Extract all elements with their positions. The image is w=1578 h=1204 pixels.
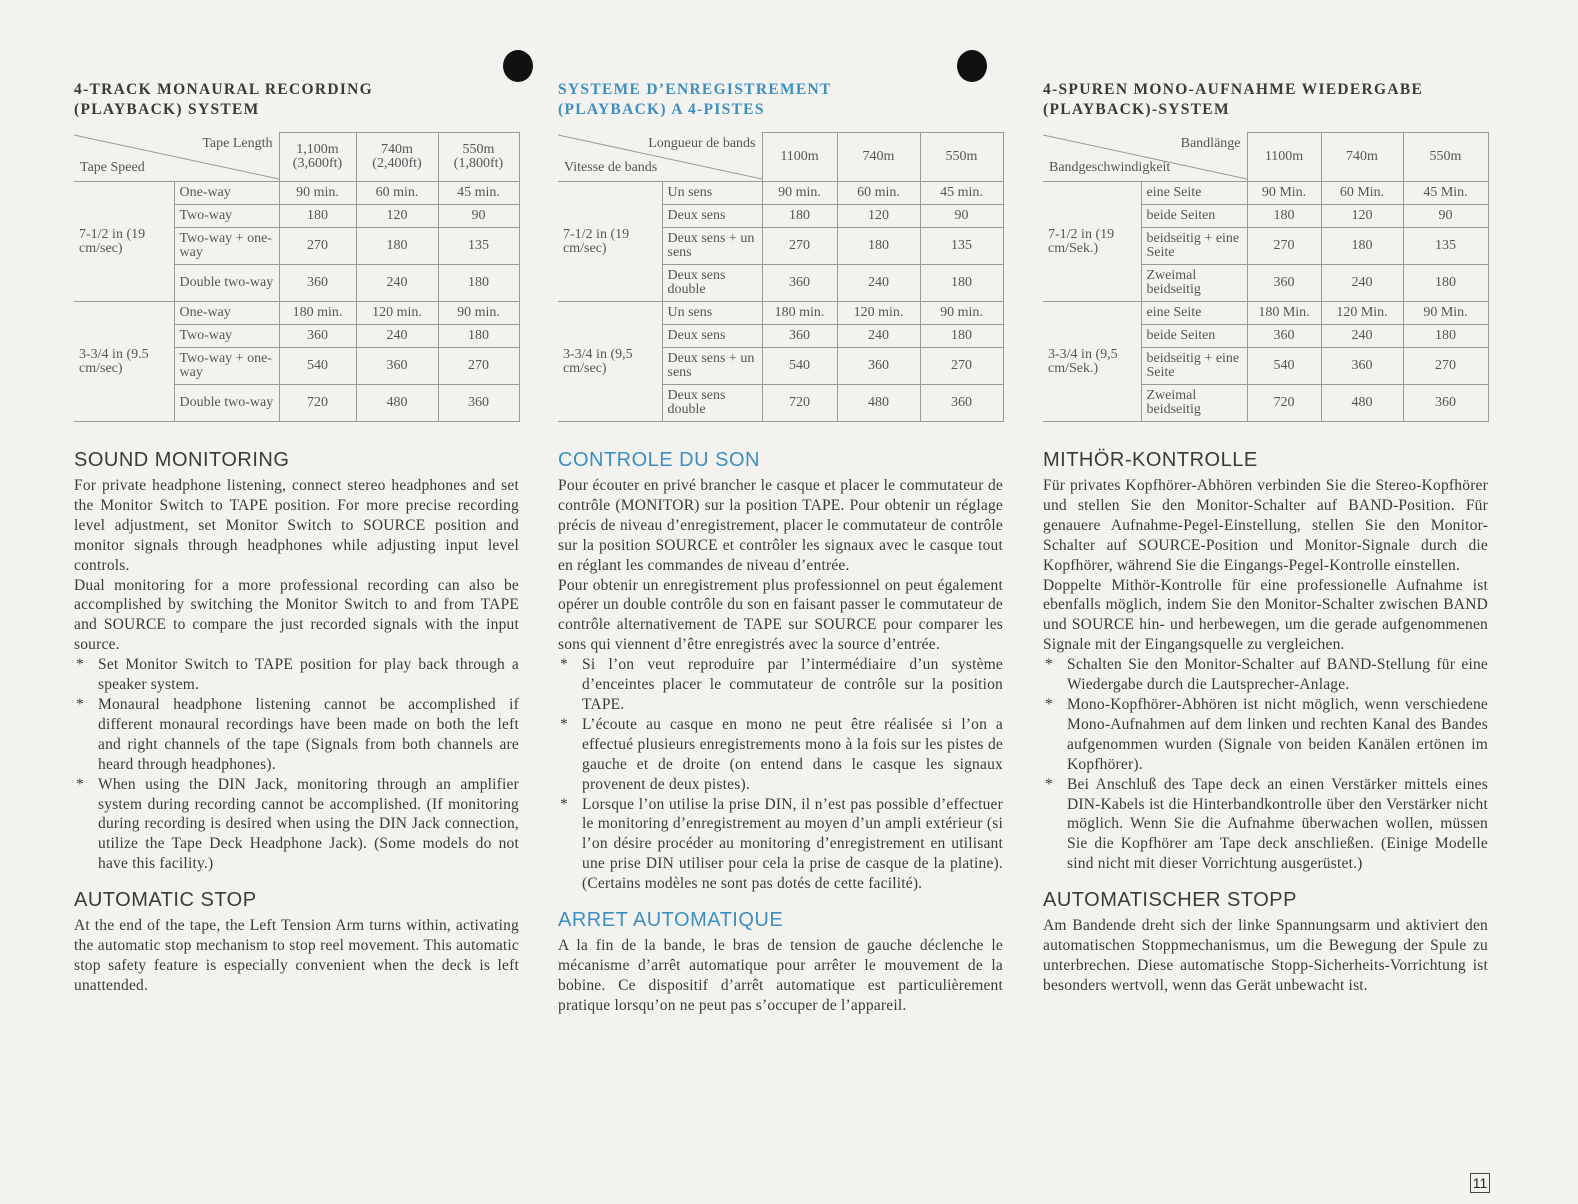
note-text: Si l’on veut reproduire par l’intermédiaire d’un système d’enceintes placer le commutateur de contrôle sur la position TAPE. (582, 656, 1003, 713)
time-cell: 135 (438, 228, 519, 265)
time-cell: 240 (837, 325, 920, 348)
time-cell: 90 (438, 205, 519, 228)
time-cell: 360 (1247, 265, 1321, 302)
speed-label: 3-3/4 in (9,5 cm/sec) (558, 302, 662, 422)
notes-list (1043, 655, 1488, 874)
mode-cell: Un sens (662, 182, 762, 205)
table-title (1043, 80, 1488, 120)
note-item (558, 655, 1003, 715)
time-cell: 180 (920, 265, 1003, 302)
note-item (74, 775, 519, 875)
time-cell: 180 (279, 205, 356, 228)
length-header: 740m (1321, 133, 1403, 182)
note-text: Bei Anschluß des Tape deck an einen Verstärker mittels eines DIN-Kabels ist die Hinterbandkontrolle über den Verstärker nicht möglich. Wenn Sie die Aufnahme überwachen wollen, müssen Sie die Kopfhörer am Tape deck anschließen. (Einige Modelle sind nicht mit dieser Vorrichtung ausgerüstet.) (1067, 775, 1488, 873)
speed-label: 3-3/4 in (9.5 cm/sec) (74, 302, 174, 422)
time-cell: 90 (1403, 205, 1488, 228)
mode-cell: Two-way (174, 325, 279, 348)
time-cell: 180 (920, 325, 1003, 348)
tape-speed-label: Tape Speed (80, 160, 145, 175)
mode-cell: beidseitig + eine Seite (1141, 348, 1247, 385)
time-cell: 45 min. (920, 182, 1003, 205)
length-header: 1100m (762, 133, 837, 182)
time-cell: 240 (1321, 325, 1403, 348)
binder-hole-left (503, 50, 533, 82)
notes-list (558, 655, 1003, 894)
body-paragraph: Pour obtenir un enregistrement plus professionnel on peut également opérer un double contrôle du son en faisant passer le commutateur de contrôle alternativement de TAPE sur SOURCE pour comparer les sons qui viennent d’être enregistrés avec la source d’entrée. (558, 576, 1003, 654)
time-cell: 90 min. (920, 302, 1003, 325)
table-title-line1: SYSTEME D’ENREGISTREMENT (558, 81, 832, 98)
time-cell: 60 min. (837, 182, 920, 205)
speed-label: 7-1/2 in (19 cm/sec) (74, 182, 174, 302)
note-text: When using the DIN Jack, monitoring through an amplifier system during recording cannot be accomplished. (If monitoring during recording is desired when using the DIN Jack connection, utilize the Tape Deck Headphone Jack). (Some models do not have this facility.) (98, 775, 519, 873)
body-paragraph: Doppelte Mithör-Kontrolle für eine professionelle Aufnahme ist ebenfalls möglich, indem Sie den Monitor-Schalter zwischen BAND und SOURCE hin- und herbewegen, um die gerade aufgenommenen Signale mit der Eingangsquelle zu vergleichen. (1043, 576, 1488, 654)
notes-list (74, 655, 519, 874)
time-cell: 720 (279, 385, 356, 422)
asterisk-icon: * (560, 656, 568, 674)
table-corner-header (558, 133, 762, 182)
body-paragraph: Pour écouter en privé brancher le casque et placer le commutateur de contrôle (MONITOR) sur la position TAPE. Pour obtenir un réglage précis de niveau d’enregistrement, placer le commutateur de contrôle sur la position SOURCE et contrôler les signaux avec le casque tout en réglant les commandes de niveau d’entrée. (558, 477, 1003, 574)
body-paragraph: For private headphone listening, connect stereo headphones and set the Monitor Switch to TAPE position. For more precise recording level adjustment, set Monitor Switch to SOURCE position and monitor signals through headphones while adjusting input level controls. (74, 477, 519, 574)
time-cell: 540 (762, 348, 837, 385)
length-header: 550m (1403, 133, 1488, 182)
speed-label: 7-1/2 in (19 cm/sec) (558, 182, 662, 302)
time-cell: 90 min. (762, 182, 837, 205)
time-cell: 120 min. (837, 302, 920, 325)
mode-cell: Deux sens + un sens (662, 228, 762, 265)
speed-label: 3-3/4 in (9,5 cm/Sek.) (1043, 302, 1141, 422)
time-cell: 120 (837, 205, 920, 228)
time-cell: 135 (920, 228, 1003, 265)
table-corner-header (74, 133, 279, 182)
time-cell: 360 (762, 325, 837, 348)
time-cell: 180 (1321, 228, 1403, 265)
tape-speed-label: Bandgeschwindigkeit (1049, 160, 1171, 175)
time-cell: 360 (1403, 385, 1488, 422)
note-item (558, 715, 1003, 795)
time-cell: 120 (356, 205, 438, 228)
note-item (1043, 695, 1488, 775)
body-paragraph: Für privates Kopfhörer-Abhören verbinden Sie die Stereo-Kopfhörer und stellen Sie den Monitor-Schalter auf BAND-Position. Für genauere Aufnahme-Pegel-Einstellung, stellen Sie den Monitor-Schalter auf SOURCE-Position und Monitor-Signale durch die Kopfhörer, während Sie die Eingangs-Pegel-Kontrolle einstellen. (1043, 477, 1488, 574)
table-title (558, 80, 1003, 120)
section-heading: ARRET AUTOMATIQUE (558, 909, 784, 932)
time-cell: 180 Min. (1247, 302, 1321, 325)
section-heading: SOUND MONITORING (74, 449, 290, 471)
table-corner-header (1043, 133, 1247, 182)
mode-cell: Deux sens double (662, 385, 762, 422)
time-cell: 240 (356, 325, 438, 348)
mode-cell: Deux sens (662, 325, 762, 348)
time-cell: 480 (1321, 385, 1403, 422)
time-cell: 240 (356, 265, 438, 302)
time-cell: 360 (356, 348, 438, 385)
speed-label: 7-1/2 in (19 cm/Sek.) (1043, 182, 1141, 302)
note-item (74, 695, 519, 775)
time-cell: 270 (920, 348, 1003, 385)
table-title-line1: 4-TRACK MONAURAL RECORDING (74, 81, 374, 98)
time-cell: 60 min. (356, 182, 438, 205)
time-cell: 360 (1247, 325, 1321, 348)
time-cell: 90 Min. (1403, 302, 1488, 325)
time-cell: 360 (438, 385, 519, 422)
time-cell: 480 (356, 385, 438, 422)
recording-time-table (1043, 132, 1489, 422)
page-number: 11 (1470, 1173, 1490, 1193)
time-cell: 270 (1247, 228, 1321, 265)
length-header: 740m (2,400ft) (356, 133, 438, 182)
mode-cell: beide Seiten (1141, 325, 1247, 348)
time-cell: 180 (1403, 325, 1488, 348)
mode-cell: Two-way + one-way (174, 228, 279, 265)
note-item (1043, 775, 1488, 875)
time-cell: 45 Min. (1403, 182, 1488, 205)
time-cell: 360 (762, 265, 837, 302)
mode-cell: beidseitig + eine Seite (1141, 228, 1247, 265)
time-cell: 90 min. (279, 182, 356, 205)
time-cell: 720 (1247, 385, 1321, 422)
column-english (74, 80, 519, 996)
time-cell: 180 (1403, 265, 1488, 302)
time-cell: 120 Min. (1321, 302, 1403, 325)
time-cell: 270 (438, 348, 519, 385)
mode-cell: eine Seite (1141, 302, 1247, 325)
table-title-line1: 4-SPUREN MONO-AUFNAHME WIEDERGABE (1043, 81, 1424, 98)
time-cell: 180 (438, 325, 519, 348)
mode-cell: Zweimal beidseitig (1141, 265, 1247, 302)
section-heading: MITHÖR-KONTROLLE (1043, 449, 1258, 471)
length-header: 740m (837, 133, 920, 182)
table-title (74, 80, 519, 120)
mode-cell: Two-way (174, 205, 279, 228)
time-cell: 135 (1403, 228, 1488, 265)
tape-length-label: Tape Length (202, 135, 273, 151)
time-cell: 180 (762, 205, 837, 228)
time-cell: 240 (837, 265, 920, 302)
note-text: Schalten Sie den Monitor-Schalter auf BAND-Stellung für eine Wiedergabe durch die Lautsprecher-Anlage. (1067, 656, 1488, 694)
time-cell: 360 (837, 348, 920, 385)
mode-cell: Double two-way (174, 265, 279, 302)
mode-cell: Deux sens double (662, 265, 762, 302)
length-header: 550m (920, 133, 1003, 182)
time-cell: 360 (1321, 348, 1403, 385)
length-header: 1100m (1247, 133, 1321, 182)
time-cell: 180 (438, 265, 519, 302)
binder-hole-right (957, 50, 987, 82)
note-item (74, 655, 519, 695)
time-cell: 540 (279, 348, 356, 385)
time-cell: 270 (1403, 348, 1488, 385)
asterisk-icon: * (1045, 656, 1053, 674)
time-cell: 360 (920, 385, 1003, 422)
table-title-line2: (PLAYBACK) A 4-PISTES (558, 101, 765, 118)
note-text: Mono-Kopfhörer-Abhören ist nicht möglich, wenn verschiedene Mono-Aufnahmen auf dem linken und rechten Kanal des Bandes aufgenommen wurden (Signale von beiden Kanälen ertönen im Kopfhörer). (1067, 695, 1488, 773)
note-text: Lorsque l’on utilise la prise DIN, il n’est pas possible d’effectuer le monitoring d’enregistrement au moyen d’un ampli extérieur (si l’on désire procéder au monitoring d’enregistrement en utilisant une prise DIN utiliser pour cela la prise de casque de la platine). (Certains modèles ne sont pas dotés de cette facilité). (582, 795, 1003, 893)
time-cell: 120 (1321, 205, 1403, 228)
time-cell: 180 (837, 228, 920, 265)
time-cell: 90 Min. (1247, 182, 1321, 205)
mode-cell: Double two-way (174, 385, 279, 422)
section-heading: AUTOMATISCHER STOPP (1043, 889, 1297, 912)
note-text: L’écoute au casque en mono ne peut être réalisée si l’on a effectué plusieurs enregistrements mono à la fois sur les pistes de gauche et de droite (on entend dans le casque les signaux provenent de deux pistes). (582, 715, 1003, 793)
time-cell: 720 (762, 385, 837, 422)
time-cell: 90 (920, 205, 1003, 228)
time-cell: 180 min. (762, 302, 837, 325)
time-cell: 120 min. (356, 302, 438, 325)
table-title-line2: (PLAYBACK)-SYSTEM (1043, 101, 1230, 118)
note-text: Set Monitor Switch to TAPE position for play back through a speaker system. (98, 656, 519, 694)
time-cell: 60 Min. (1321, 182, 1403, 205)
section-heading: CONTROLE DU SON (558, 449, 760, 471)
time-cell: 180 min. (279, 302, 356, 325)
table-title-line2: (PLAYBACK) SYSTEM (74, 101, 260, 118)
asterisk-icon: * (1045, 775, 1053, 793)
section-heading: AUTOMATIC STOP (74, 889, 257, 912)
time-cell: 540 (1247, 348, 1321, 385)
mode-cell: One-way (174, 182, 279, 205)
asterisk-icon: * (76, 695, 84, 713)
asterisk-icon: * (560, 715, 568, 733)
mode-cell: One-way (174, 302, 279, 325)
mode-cell: Zweimal beidseitig (1141, 385, 1247, 422)
time-cell: 180 (1247, 205, 1321, 228)
column-french (558, 80, 1003, 1016)
time-cell: 270 (279, 228, 356, 265)
asterisk-icon: * (560, 795, 568, 813)
time-cell: 360 (279, 265, 356, 302)
length-header: 1,100m (3,600ft) (279, 133, 356, 182)
mode-cell: beide Seiten (1141, 205, 1247, 228)
column-german (1043, 80, 1488, 996)
tape-length-label: Longueur de bands (648, 135, 756, 151)
time-cell: 360 (279, 325, 356, 348)
body-paragraph: Dual monitoring for a more professional recording can also be accomplished by switching the Monitor Switch to and from TAPE and SOURCE to compare the just recorded signals with the input source. (74, 576, 519, 654)
mode-cell: Deux sens + un sens (662, 348, 762, 385)
mode-cell: Deux sens (662, 205, 762, 228)
mode-cell: Two-way + one-way (174, 348, 279, 385)
asterisk-icon: * (76, 656, 84, 674)
note-item (1043, 655, 1488, 695)
body-paragraph: Am Bandende dreht sich der linke Spannungsarm und aktiviert den automatischen Stoppmechanismus, um die Bewegung der Spule zu unterbrechen. Diese automatische Stopp-Sicherheits-Vorrichtung ist besonders wertvoll, wenn das Gerät unbewacht ist. (1043, 917, 1488, 994)
body-paragraph: A la fin de la bande, le bras de tension de gauche déclenche le mécanisme d’arrêt automatique pour arrêter le mouvement de la bobine. Ce dispositif d’arrêt automatique est particulièrement pratique lorsqu’on ne peut pas s’occuper de l’appareil. (558, 937, 1003, 1014)
note-text: Monaural headphone listening cannot be accomplished if different monaural recordings have been made on both the left and right channels of the tape (Signals from both channels are heard through headphones). (98, 695, 519, 773)
time-cell: 90 min. (438, 302, 519, 325)
asterisk-icon: * (76, 775, 84, 793)
time-cell: 180 (356, 228, 438, 265)
length-header: 550m (1,800ft) (438, 133, 519, 182)
asterisk-icon: * (1045, 695, 1053, 713)
mode-cell: eine Seite (1141, 182, 1247, 205)
time-cell: 45 min. (438, 182, 519, 205)
time-cell: 270 (762, 228, 837, 265)
tape-length-label: Bandlänge (1180, 135, 1241, 151)
recording-time-table (74, 132, 520, 422)
time-cell: 480 (837, 385, 920, 422)
body-paragraph: At the end of the tape, the Left Tension Arm turns within, activating the automatic stop mechanism to stop reel movement. This automatic stop safety feature is especially convenient when the deck is left unattended. (74, 917, 519, 994)
mode-cell: Un sens (662, 302, 762, 325)
tape-speed-label: Vitesse de bands (564, 160, 658, 175)
recording-time-table (558, 132, 1004, 422)
time-cell: 240 (1321, 265, 1403, 302)
note-item (558, 795, 1003, 895)
